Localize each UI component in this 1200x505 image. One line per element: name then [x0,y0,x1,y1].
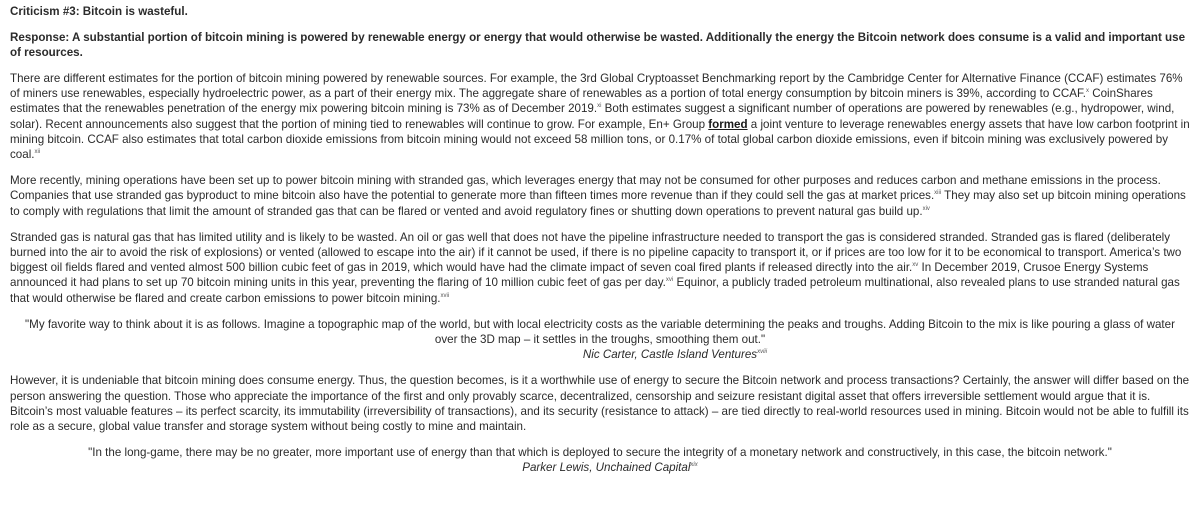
paragraph-stranded-gas-definition [10,230,1190,306]
paragraph-text: Stranded gas is natural gas that has limited utility and is likely to be wasted. An oil or gas well that does not have the pipeline infrastructure needed to transport the gas is considered stranded. Stranded gas is flared (deliberately burned into the air to avoid the risk of explosions) or vented (allowed to escape into the air) if it cannot be used, if there is no pipeline capacity to transport it, or if prices are too low for it to be economical to transport. America’s two biggest oil fields flared and vented almost 500 billion cubic feet of gas in 2019, which would have had the climate impact of seven coal fired plants if released directly into the air. [10,230,1182,275]
footnote-marker: xiii [934,190,942,197]
footnote-marker: xix [690,462,698,469]
paragraph-text: In December 2019, Crusoe Energy Systems announced it had plans to set up 70 bitcoin mining units in this year, preventing the flaring of 10 million cubic feet of gas per day. [10,261,1149,290]
pull-quote-carter: "My favorite way to think about it is as follows. Imagine a topographic map of the world, but with local electricity costs as the variable determining the peaks and troughs. Adding Bitcoin to the mix is like pouring a glass of water over the 3D map – it settles in the troughs, smoothing them out." [25,317,1175,347]
paragraph-text: CoinShares estimates that the renewables penetration of the energy mix powering bitcoin mining is 73% as of December 2019. [10,87,1153,116]
paragraph-text: They may also set up bitcoin mining operations to comply with regulations that limit the amount of stranded gas that can be flared or vented and avoid regulatory fines or shutting down operations to prevent natural gas build up. [10,189,1186,218]
paragraph-text: More recently, mining operations have been set up to power bitcoin mining with stranded gas, which leverages energy that may not be consumed for other purposes and reduces carbon and methane emissions in the process. Companies that use stranded gas byproduct to mine bitcoin also have the potential to generate more than fifteen times more revenue than if they could sell the gas at market prices. [10,174,1161,203]
paragraph-stranded-gas-mining [10,173,1190,219]
formed-link[interactable]: formed [708,117,748,131]
paragraph-text: Equinor, a publicly traded petroleum multinational, also revealed plans to use stranded natural gas that would otherwise be flared and create carbon emissions to power bitcoin mining. [10,276,1180,305]
quote-attribution-carter [10,347,1190,362]
paragraph-text: Both estimates suggest a significant number of operations are powered by renewables (e.g., hydropower, wind, solar). Recent announcements also suggest that the portion of mining tied to renewables will continue to grow. For example, En+ Group [10,102,1175,131]
footnote-marker: xii [34,149,41,156]
footnote-marker: xi [597,103,602,110]
pull-quote-lewis: "In the long-game, there may be no greater, more important use of energy than that which is deployed to secure the integrity of a monetary network and constructively, in this case, the bitcoin network." [88,446,1112,460]
footnote-marker: xv [912,262,919,269]
footnote-marker: xvii [440,292,450,299]
footnote-marker: xiv [922,205,930,212]
paragraph-energy-use: However, it is undeniable that bitcoin mining does consume energy. Thus, the question becomes, is it a worthwhile use of energy to secure the Bitcoin network and process transactions? Certainly, the answer will differ based on the person answering the question. Those who appreciate the importance of the first and only provably scarce, decentralized, censorship and seizure resistant digital asset that offers irreversible settlement would argue that it is. Bitcoin’s most valuable features – its perfect scarcity, its immutability (irreversibility of transactions), and its security (resistance to attack) – are tied directly to real-world resources used in mining. Bitcoin would not be able to fulfill its role as a secure, global value transfer and storage system without being costly to mine and maintain. [10,374,1190,434]
paragraph-text: a joint venture to leverage renewables energy assets that have low carbon footprint in mining bitcoin. CCAF also estimates that total carbon dioxide emissions from bitcoin mining would not exceed 58 million tons, or 0.17% of total global carbon dioxide emissions, even if bitcoin mining was exclusively powered by coal. [10,117,1190,162]
section-heading: Criticism #3: Bitcoin is wasteful. [10,5,188,18]
footnote-marker: xviii [757,349,768,356]
paragraph-text: There are different estimates for the portion of bitcoin mining powered by renewable sources. For example, the 3rd Global Cryptoasset Benchmarking report by the Cambridge Center for Alternative Finance (CCAF) estimates 76% of miners use renewables, especially hydroelectric power, as a part of their energy mix. The aggregate share of renewables as a portion of total energy consumption by bitcoin miners is 39%, according to CCAF. [10,72,1183,101]
response-statement: Response: A substantial portion of bitcoin mining is powered by renewable energy or energy that would otherwise be wasted. Additionally the energy the Bitcoin network does consume is a valid and important use of resources. [10,31,1186,59]
quote-attribution-lewis [10,460,1190,475]
footnote-marker: xvi [665,277,674,284]
attribution-text: Nic Carter, Castle Island Ventures [582,348,758,362]
footnote-marker: x [1085,88,1089,95]
paragraph-renewables [10,71,1190,162]
attribution-text: Parker Lewis, Unchained Capital [522,461,691,475]
